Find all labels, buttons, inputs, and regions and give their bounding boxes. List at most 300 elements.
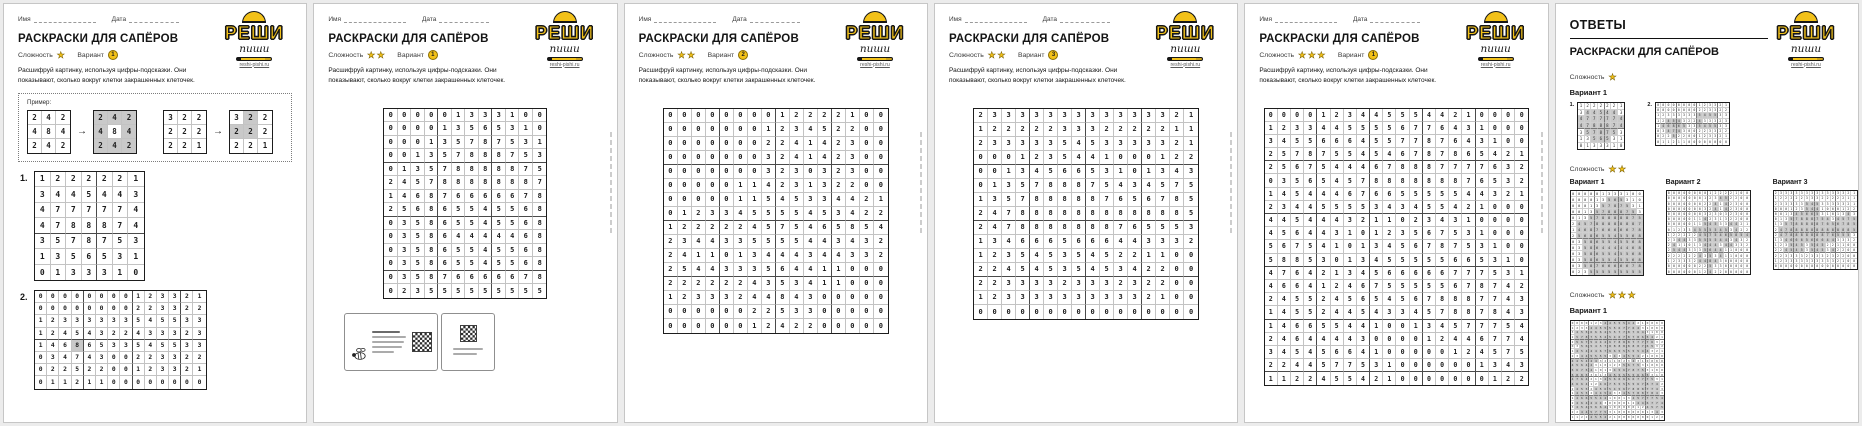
grid-cell: 0 xyxy=(1489,201,1502,214)
grid-cell: 5 xyxy=(1184,207,1198,221)
answer-thumbnails-row xyxy=(1569,179,1856,276)
grid-cell: 7 xyxy=(1383,161,1396,174)
grid-cell: 6 xyxy=(1344,188,1357,201)
name-blank-line[interactable] xyxy=(965,17,1027,23)
grid-cell: 8 xyxy=(1800,233,1805,238)
worksheet-page-3[interactable] xyxy=(624,3,928,423)
grid-cell: 3 xyxy=(1779,222,1784,227)
grid-cell: 6 xyxy=(1114,193,1128,207)
grid-cell: 3 xyxy=(1805,243,1810,248)
grid-cell: 7 xyxy=(1637,367,1639,372)
grid-cell: 4 xyxy=(1646,405,1649,410)
grid-cell: 0 xyxy=(1184,263,1198,277)
grid-cell: 0 xyxy=(108,364,120,376)
grid-cell: 5 xyxy=(465,257,479,271)
grid-cell: 2 xyxy=(244,111,258,125)
grid-cell: 3 xyxy=(1810,196,1815,201)
brand-link[interactable]: reshi-pishi.ru xyxy=(239,61,270,68)
grid-cell: 3 xyxy=(72,315,84,327)
logo-word-reshi: РЕШИ xyxy=(1776,23,1836,43)
brand-link[interactable]: reshi-pishi.ru xyxy=(860,61,890,68)
grid-cell: 2 xyxy=(384,203,398,217)
grid-cell: 3 xyxy=(1713,103,1718,108)
grid-cell: 4 xyxy=(1810,202,1815,207)
grid-cell: 0 xyxy=(72,303,84,315)
grid-cell: 4 xyxy=(1794,248,1799,253)
grid-cell: 3 xyxy=(1687,227,1692,232)
grid-cell: 3 xyxy=(1805,191,1810,196)
grid-cell: 4 xyxy=(1278,346,1291,359)
grid-cell: 0 xyxy=(1729,264,1734,269)
grid-cell: 2 xyxy=(1841,248,1846,253)
grid-cell: 0 xyxy=(1651,363,1654,368)
grid-cell: 7 xyxy=(1576,377,1579,382)
date-blank-line[interactable] xyxy=(1060,17,1110,23)
grid-cell: 8 xyxy=(1058,221,1072,235)
grid-cell: 0 xyxy=(1637,415,1639,420)
grid-cell: 0 xyxy=(1815,264,1820,269)
grid-cell: 8 xyxy=(1632,386,1635,391)
grid-cell: 5 xyxy=(1800,212,1805,217)
worksheet-page-5[interactable] xyxy=(1244,3,1548,423)
grid-cell: 7 xyxy=(1641,339,1644,344)
grid-cell: 4 xyxy=(804,235,818,249)
grid-cell: 5 xyxy=(1841,217,1846,222)
grid-cell: 0 xyxy=(1746,201,1749,206)
grid-cell: 4 xyxy=(1713,243,1718,248)
grid-cell: 8 xyxy=(1613,344,1616,349)
grid-cell: 4 xyxy=(398,190,412,204)
grid-cell: 0 xyxy=(425,109,439,123)
grid-cell: 1 xyxy=(1383,372,1396,385)
grid-cell: 1 xyxy=(1423,333,1436,346)
grid-cell: 5 xyxy=(1357,201,1370,214)
grid-cell: 3 xyxy=(1661,386,1663,391)
grid-cell: 4 xyxy=(1599,396,1602,400)
grid-cell: 6 xyxy=(1128,221,1142,235)
answers-page[interactable] xyxy=(1555,3,1859,423)
grid-cell: 5 xyxy=(1651,344,1654,349)
grid-cell: 1 xyxy=(1462,109,1475,122)
grid-cell: 5 xyxy=(1627,391,1630,396)
grid-cell: 0 xyxy=(1577,209,1583,215)
grid-cell: 4 xyxy=(988,221,1002,235)
grid-cell: 5 xyxy=(1577,233,1583,239)
grid-cell: 1 xyxy=(734,179,748,193)
grid-cell: 5 xyxy=(1583,239,1589,245)
date-blank-line[interactable] xyxy=(750,17,800,23)
grid-cell: 4 xyxy=(748,277,762,291)
grid-cell: 4 xyxy=(1779,227,1784,232)
grid-cell: 0 xyxy=(1831,207,1836,212)
brand-link[interactable]: reshi-pishi.ru xyxy=(1791,61,1821,68)
grid-cell: 2 xyxy=(94,139,108,153)
grid-cell: 6 xyxy=(506,190,520,204)
grid-cell: 2 xyxy=(1142,291,1156,305)
grid-cell: 8 xyxy=(1595,221,1601,227)
grid-cell: 3 xyxy=(1661,129,1666,134)
grid-cell: 0 xyxy=(169,376,181,388)
grid-cell: 6 xyxy=(438,217,452,231)
grid-cell: 4 xyxy=(1357,320,1370,333)
grid-cell: 1 xyxy=(1370,320,1383,333)
grid-cell: 3 xyxy=(1794,191,1799,196)
grid-cell: 0 xyxy=(706,151,720,165)
grid-cell: 3 xyxy=(1577,263,1583,269)
grid-cell: 2 xyxy=(1655,349,1658,354)
grid-cell: 1 xyxy=(1585,143,1592,150)
grid-cell: 3 xyxy=(1044,277,1058,291)
grid-cell: 2 xyxy=(678,291,692,305)
grid-cell: 0 xyxy=(1595,372,1597,377)
grid-cell: 5 xyxy=(1604,391,1607,396)
grid-cell: 3 xyxy=(1609,410,1611,415)
grid-cell: 4 xyxy=(1278,333,1291,346)
grid-cell: 6 xyxy=(1831,233,1836,238)
grid-cell: 0 xyxy=(1810,264,1815,269)
grid-cell: 3 xyxy=(1114,263,1128,277)
puzzle-grid-g3 xyxy=(383,108,547,299)
grid-cell: 5 xyxy=(425,163,439,177)
grid-cell: 4 xyxy=(846,235,860,249)
grid-cell: 0 xyxy=(1853,258,1856,263)
name-blank-line[interactable] xyxy=(1275,17,1337,23)
grid-cell: 6 xyxy=(1836,222,1841,227)
grid-cell: 3 xyxy=(1789,202,1794,207)
grid-cell: 0 xyxy=(1831,212,1836,217)
worksheet-page-2[interactable] xyxy=(313,3,617,423)
grid-cell: 7 xyxy=(1605,129,1612,136)
grid-cell: 8 xyxy=(425,257,439,271)
brand-link[interactable]: reshi-pishi.ru xyxy=(549,61,580,68)
grid-cell: 5 xyxy=(1410,280,1423,293)
grid-cell: 0 xyxy=(1383,333,1396,346)
grid-cell: 0 xyxy=(1779,264,1784,269)
brand-logo xyxy=(1145,11,1225,68)
grid-cell: 6 xyxy=(452,190,466,204)
grid-cell: 3 xyxy=(120,340,132,352)
grid-cell: 2 xyxy=(1595,381,1597,386)
grid-cell: 0 xyxy=(1794,264,1799,269)
grid-cell: 2 xyxy=(1693,259,1698,264)
grid-cell: 4 xyxy=(1613,353,1616,358)
grid-cell: 2 xyxy=(1826,196,1831,201)
date-label: Дата xyxy=(111,16,127,23)
grid-cell: 1 xyxy=(1613,358,1616,363)
brand-link[interactable]: reshi-pishi.ru xyxy=(1170,61,1201,68)
text-placeholder-line xyxy=(372,351,394,353)
grid-cell: 0 xyxy=(1779,212,1784,217)
grid-cell: 5 xyxy=(1637,363,1639,368)
grid-cell: 3 xyxy=(1044,109,1058,123)
grid-cell: 6 xyxy=(1631,257,1637,263)
name-label: Имя xyxy=(948,16,962,23)
grid-cell: 4 xyxy=(1072,137,1086,151)
grid-cell: 5 xyxy=(1423,306,1436,319)
grid-cell: 0 xyxy=(874,137,888,151)
grid-cell: 0 xyxy=(846,277,860,291)
grid-cell: 4 xyxy=(1410,201,1423,214)
grid-cell: 0 xyxy=(1708,139,1713,144)
date-blank-line[interactable] xyxy=(439,17,489,23)
grid-cell: 1 xyxy=(1278,372,1291,385)
grid-cell: 0 xyxy=(533,122,547,136)
grid-cell: 5 xyxy=(1609,335,1611,340)
grid-cell: 1 xyxy=(1618,103,1625,110)
brand-link[interactable]: reshi-pishi.ru xyxy=(1480,61,1511,68)
grid-cell: 7 xyxy=(1595,410,1597,415)
grid-cell: 5 xyxy=(1331,148,1344,161)
grid-cell: 3 xyxy=(1789,253,1794,258)
grid-cell: 7 xyxy=(1623,335,1625,340)
worksheet-page-1[interactable] xyxy=(3,3,307,423)
grid-cell: 4 xyxy=(1599,391,1602,396)
grid-cell: 5 xyxy=(1072,263,1086,277)
grid-cell: 8 xyxy=(82,218,98,234)
grid-cell: 2 xyxy=(974,207,988,221)
name-blank-line[interactable] xyxy=(654,17,716,23)
grid-cell: 0 xyxy=(1677,269,1682,274)
grid-cell: 8 xyxy=(1044,207,1058,221)
grid-cell: 1 xyxy=(1601,191,1607,197)
puzzle-number: 2. xyxy=(20,292,28,302)
grid-cell: 5 xyxy=(1502,320,1515,333)
grid-cell: 5 xyxy=(1344,148,1357,161)
grid-cell: 4 xyxy=(1502,293,1515,306)
grid-cell: 0 xyxy=(1739,212,1744,217)
grid-cell: 7 xyxy=(1489,320,1502,333)
grid-cell: 3 xyxy=(1708,103,1713,108)
grid-cell: 0 xyxy=(678,305,692,319)
grid-cell: 5 xyxy=(1370,293,1383,306)
grid-cell: 3 xyxy=(1713,253,1718,258)
grid-cell: 0 xyxy=(1623,415,1625,420)
grid-cell: 4 xyxy=(1577,227,1583,233)
grid-cell: 0 xyxy=(1571,203,1577,209)
grid-cell: 4 xyxy=(1604,405,1607,410)
grid-cell: 5 xyxy=(169,315,181,327)
grid-cell: 4 xyxy=(97,187,113,203)
grid-cell: 4 xyxy=(1708,269,1713,274)
grid-cell: 5 xyxy=(762,193,776,207)
grid-cell: 2 xyxy=(678,221,692,235)
grid-cell: 6 xyxy=(1595,233,1601,239)
grid-cell: 0 xyxy=(1571,344,1574,349)
grid-cell: 5 xyxy=(1044,263,1058,277)
grid-cell: 0 xyxy=(1515,227,1528,240)
qr-code[interactable] xyxy=(412,332,432,352)
grid-cell: 3 xyxy=(1805,248,1810,253)
grid-cell: 7 xyxy=(1651,396,1654,400)
grid-cell: 8 xyxy=(82,234,98,250)
grid-cell: 2 xyxy=(1846,202,1851,207)
answer-grid-g3 xyxy=(1570,190,1644,276)
grid-cell: 7 xyxy=(51,218,67,234)
grid-cell: 1 xyxy=(1489,372,1502,385)
grid-cell: 2 xyxy=(94,111,108,125)
grid-cell: 5 xyxy=(1086,165,1100,179)
grid-cell: 5 xyxy=(1396,240,1409,253)
grid-cell: 0 xyxy=(1627,415,1630,420)
grid-cell: 3 xyxy=(1515,293,1528,306)
grid-cell: 0 xyxy=(1687,134,1692,139)
grid-cell: 3 xyxy=(1002,137,1016,151)
grid-cell: 7 xyxy=(1002,207,1016,221)
grid-cell: 0 xyxy=(1836,207,1841,212)
grid-cell: 1 xyxy=(1184,137,1198,151)
grid-cell: 0 xyxy=(1170,249,1184,263)
grid-cell: 3 xyxy=(1784,191,1789,196)
grid-cell: 4 xyxy=(1383,148,1396,161)
grid-cell: 5 xyxy=(1396,280,1409,293)
grid-cell: 3 xyxy=(479,109,493,123)
grid-cell: 2 xyxy=(1100,123,1114,137)
grid-cell: 5 xyxy=(1591,136,1598,143)
grid-cell: 5 xyxy=(1100,249,1114,263)
grid-cell: 7 xyxy=(1826,233,1831,238)
grid-cell: 4 xyxy=(1317,333,1330,346)
name-field xyxy=(949,16,1027,23)
grid-cell: 2 xyxy=(1800,196,1805,201)
grid-cell: 2 xyxy=(692,207,706,221)
grid-cell: 3 xyxy=(1784,217,1789,222)
grid-cell: 5 xyxy=(1607,257,1613,263)
answer-grid-g4 xyxy=(1666,190,1751,275)
grid-cell: 4 xyxy=(1666,129,1671,134)
grid-cell: 7 xyxy=(1436,306,1449,319)
grid-cell: 2 xyxy=(1708,207,1713,212)
grid-cell: 3 xyxy=(1265,135,1278,148)
grid-cell: 6 xyxy=(1627,363,1630,368)
grid-cell: 0 xyxy=(860,165,874,179)
date-blank-line[interactable] xyxy=(1370,17,1420,23)
grid-cell: 2 xyxy=(398,284,412,298)
grid-cell: 7 xyxy=(1794,217,1799,222)
grid-cell: 0 xyxy=(1632,410,1635,415)
grid-cell: 3 xyxy=(1672,113,1677,118)
grid-cell: 6 xyxy=(1590,330,1593,335)
grid-cell: 6 xyxy=(1627,377,1630,382)
grid-cell: 0 xyxy=(1462,372,1475,385)
grid-cell: 3 xyxy=(1677,259,1682,264)
date-label: Дата xyxy=(1352,16,1368,23)
grid-cell: 0 xyxy=(1489,227,1502,240)
grid-cell: 0 xyxy=(1826,207,1831,212)
grid-cell: 8 xyxy=(425,190,439,204)
grid-cell: 8 xyxy=(1815,233,1820,238)
grid-cell: 1 xyxy=(1265,188,1278,201)
grid-cell: 4 xyxy=(1724,207,1729,212)
grid-cell: 6 xyxy=(1072,165,1086,179)
grid-cell: 0 xyxy=(720,319,734,333)
grid-cell: 3 xyxy=(1719,243,1724,248)
grid-cell: 0 xyxy=(860,291,874,305)
grid-cell: 0 xyxy=(1739,264,1744,269)
grid-cell: 8 xyxy=(1462,293,1475,306)
difficulty-label: Сложность xyxy=(948,51,984,59)
grid-cell: 2 xyxy=(860,193,874,207)
name-blank-line[interactable] xyxy=(344,17,406,23)
grid-cell: 7 xyxy=(1618,330,1621,335)
grid-cell: 3 xyxy=(1794,202,1799,207)
grid-cell: 5 xyxy=(1853,222,1856,227)
grid-cell: 5 xyxy=(533,163,547,177)
grid-cell: 4 xyxy=(1331,174,1344,187)
grid-cell: 0 xyxy=(411,136,425,150)
grid-cell: 6 xyxy=(82,249,98,265)
grid-cell: 0 xyxy=(1571,257,1577,263)
grid-cell: 0 xyxy=(1651,325,1654,330)
grid-cell: 3 xyxy=(1826,259,1831,264)
name-blank-line[interactable] xyxy=(34,17,96,23)
grid-cell: 3 xyxy=(1515,359,1528,372)
variant-label: Вариант xyxy=(77,51,104,59)
grid-cell: 2 xyxy=(1703,202,1708,207)
grid-cell: 0 xyxy=(1016,305,1030,319)
grid-cell: 3 xyxy=(452,122,466,136)
grid-cell: 3 xyxy=(748,249,762,263)
grid-cell: 5 xyxy=(1625,257,1631,263)
promo-text-placeholder xyxy=(372,328,407,356)
grid-cell: 0 xyxy=(1278,109,1291,122)
grid-cell: 3 xyxy=(1016,291,1030,305)
grid-cell: 5 xyxy=(1476,254,1489,267)
grid-cell: 4 xyxy=(1331,333,1344,346)
grid-cell: 4 xyxy=(1576,400,1579,405)
worksheet-page-4[interactable] xyxy=(934,3,1238,423)
grid-cell: 3 xyxy=(1831,259,1836,264)
grid-cell: 5 xyxy=(479,284,493,298)
grid-cell: 7 xyxy=(1604,349,1607,354)
grid-cell: 7 xyxy=(1585,123,1592,130)
grid-cell: 0 xyxy=(1725,139,1727,144)
grid-cell: 5 xyxy=(438,149,452,163)
logo-word-pishi: пиши xyxy=(1790,42,1822,55)
grid-cell: 5 xyxy=(398,203,412,217)
grid-cell: 1 xyxy=(133,364,145,376)
grid-cell: 2 xyxy=(1729,202,1734,207)
grid-cell: 7 xyxy=(1611,123,1618,130)
grid-cell: 3 xyxy=(1100,291,1114,305)
grid-cell: 2 xyxy=(145,303,157,315)
grid-cell: 2 xyxy=(181,352,193,364)
grid-cell: 3 xyxy=(804,305,818,319)
grid-cell: 5 xyxy=(1370,267,1383,280)
grid-cell: 4 xyxy=(1613,367,1616,372)
qr-code[interactable] xyxy=(460,325,477,342)
example-1-before-grid xyxy=(27,110,71,154)
grid-cell: 2 xyxy=(804,109,818,123)
grid-cell: 4 xyxy=(1585,358,1588,363)
grid-cell: 4 xyxy=(492,230,506,244)
grid-cell: 0 xyxy=(734,137,748,151)
grid-cell: 2 xyxy=(1114,249,1128,263)
grid-cell: 0 xyxy=(1739,217,1744,222)
grid-cell: 4 xyxy=(1576,396,1579,400)
grid-cell: 5 xyxy=(776,235,790,249)
grid-cell: 1 xyxy=(35,249,51,265)
date-blank-line[interactable] xyxy=(129,17,179,23)
grid-cell: 5 xyxy=(1623,349,1625,354)
grid-cell: 2 xyxy=(1515,174,1528,187)
grid-cell: 0 xyxy=(1156,305,1170,319)
grid-cell: 3 xyxy=(1739,238,1744,243)
grid-cell: 2 xyxy=(1058,277,1072,291)
grid-cell: 2 xyxy=(1693,253,1698,258)
grid-cell: 0 xyxy=(384,217,398,231)
puzzle-grid-g6 xyxy=(1264,108,1530,387)
grid-cell: 2 xyxy=(1734,217,1739,222)
